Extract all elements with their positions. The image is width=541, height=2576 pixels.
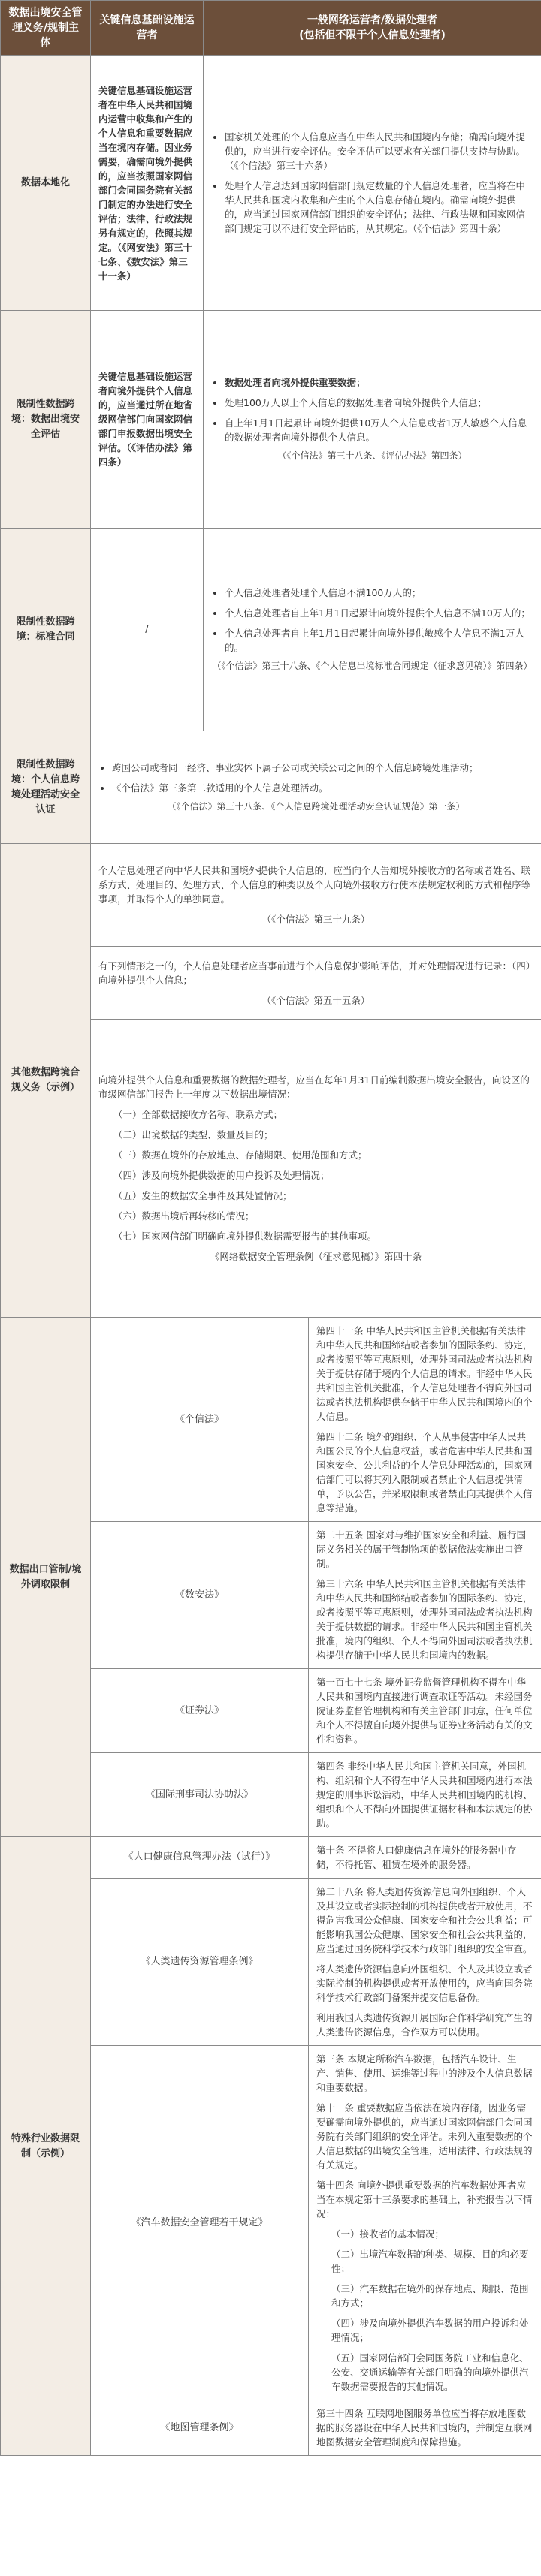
paragraph: 第四十一条 中华人民共和国主管机关根据有关法律和中华人民共和国缔结或者参加的国际条约、协定，或者按照平等互惠原则，处理外国司法或者执法机构关于提供存储于境内个人信息的请求。非经中华人民共和国主管机关批准，个人信息处理者不得向外国司法或者执法机构提供存储于中华人民共和国境内的个人信息。 <box>316 1325 533 1422</box>
row-merged-cell <box>91 731 541 844</box>
source-note: 《网络数据安全管理条例（征求意见稿）》第四十条 <box>210 1251 422 1262</box>
list-item: （四）涉及向境外提供数据的用户投诉及处理情况； <box>113 1170 330 1181</box>
list-item: • 数据处理者向境外提供重要数据； <box>225 375 533 390</box>
law-name: 《汽车数据安全管理若干规定》 <box>91 2046 309 2400</box>
paragraph: 第一百七十七条 境外证券监督管理机构不得在中华人民共和国境内直接进行调查取证等活动。未经国务院证券监督管理机构和有关主管部门同意，任何单位和个人不得擅自向境外提供与证券业务活动有关的文件和资料。 <box>316 1677 533 1745</box>
list-item: （一）全部数据接收方名称、联系方式； <box>113 1109 283 1120</box>
list-item: （七）国家网信部门明确向境外提供数据需要报告的其他事项。 <box>113 1231 377 1242</box>
row-right-cell <box>204 529 541 731</box>
row-left-text: / <box>91 529 204 731</box>
law-text <box>309 2400 541 2456</box>
list-item: （五）发生的数据安全事件及其处置情况； <box>113 1190 292 1201</box>
header-col1: 数据出境安全管理义务/规制主体 <box>1 1 91 56</box>
list-item: （三）汽车数据在境外的保存地点、期限、范围和方式； <box>331 2283 529 2309</box>
paragraph: 个人信息处理者向中华人民共和国境外提供个人信息的，应当向个人告知境外接收方的名称或者姓名、联系方式、处理目的、处理方式、个人信息的种类以及个人向境外接收方行使本法规定权利的方式和程序等事项，并取得个人的单独同意。 <box>98 865 531 905</box>
list-item: （四）涉及向境外提供汽车数据的用户投诉和处理情况； <box>331 2318 529 2343</box>
list-item: • 个人信息处理者处理个人信息不满100万人的； <box>225 586 533 600</box>
row-category: 数据本地化 <box>1 56 91 311</box>
paragraph: 向境外提供个人信息和重要数据的数据处理者，应当在每年1月31日前编制数据出境安全报告，向设区的市级网信部门报告上一年度以下数据出境情况： <box>98 1074 530 1100</box>
row-category: 特殊行业数据限制（示例） <box>1 1837 91 2456</box>
paragraph: 第二十八条 将人类遗传资源信息向外国组织、个人及其设立或者实际控制的机构提供或者开放使用，不得危害我国公众健康、国家安全和社会公共利益；可能影响我国公众健康、国家安全和社会公共利益的，应当通过国务院科学技术行政部门组织的安全审查。 <box>316 1886 533 1954</box>
paragraph: 第三条 本规定所称汽车数据，包括汽车设计、生产、销售、使用、运维等过程中的涉及个人信息数据和重要数据。 <box>316 2053 533 2093</box>
law-text <box>309 1318 541 1522</box>
row-category: 数据出口管制/境外调取限制 <box>1 1318 91 1837</box>
law-name: 《个信法》 <box>91 1318 309 1522</box>
row-left-text: 关键信息基础设施运营者向境外提供个人信息的，应当通过所在地省级网信部门向国家网信部门申报数据出境安全评估。（《评估办法》第四条） <box>91 311 204 529</box>
table-row <box>1 1837 541 1879</box>
source-note: （《个信法》第三十九条） <box>261 914 370 925</box>
source-note: （《个信法》第五十五条） <box>261 994 370 1006</box>
table-row <box>1 731 541 844</box>
law-name: 《数安法》 <box>91 1522 309 1669</box>
paragraph: 利用我国人类遗传资源开展国际合作科学研究产生的人类遗传资源信息，合作双方可以使用。 <box>316 2012 533 2038</box>
row-right-cell <box>204 56 541 311</box>
row-merged-cell <box>91 947 541 1020</box>
paragraph: 第三十六条 中华人民共和国主管机关根据有关法律和中华人民共和国缔结或者参加的国际条约、协定，或者按照平等互惠原则，处理外国司法或者执法机构关于提供数据的请求。非经中华人民共和国主管机关批准，境内的组织、个人不得向外国司法或者执法机构提供存储于中华人民共和国境内的数据。 <box>316 1578 533 1661</box>
law-text <box>309 1522 541 1669</box>
list-item: （二）出境汽车数据的种类、规模、目的和必要性； <box>331 2249 529 2274</box>
source-note: （《个信法》第三十八条、《评估办法》第四条） <box>277 450 467 461</box>
header-col3-title: 一般网络运营者/数据处理者 <box>307 14 438 26</box>
paragraph: 第二十五条 国家对与维护国家安全和利益、履行国际义务相关的属于管制物项的数据依法实施出口管制。 <box>316 1529 526 1569</box>
list-item: • 个人信息处理者自上年1月1日起累计向境外提供个人信息不满10万人的； <box>225 606 533 620</box>
header-col3 <box>204 1 541 56</box>
law-text <box>309 2046 541 2400</box>
law-text <box>309 1753 541 1837</box>
list-item: （一）接收者的基本情况； <box>331 2228 445 2240</box>
header-col3-subtitle: (包括但不限于个人信息处理者) <box>299 29 446 41</box>
table-row <box>1 1318 541 1522</box>
paragraph: 第十条 不得将人口健康信息在境外的服务器中存储，不得托管、租赁在境外的服务器。 <box>316 1845 517 1870</box>
law-name: 《地图管理条例》 <box>91 2400 309 2456</box>
list-item: • 处理100万人以上个人信息的数据处理者向境外提供个人信息； <box>225 396 533 410</box>
list-item: • 自上年1月1日起累计向境外提供10万人个人信息或者1万人敏感个人信息的数据处理者向境外提供个人信息。 <box>225 416 533 444</box>
paragraph: 第四条 非经中华人民共和国主管机关同意，外国机构、组织和个人不得在中华人民共和国境内进行本法规定的刑事诉讼活动，中华人民共和国境内的机构、组织和个人不得向外国提供证据材料和本法规定的协助。 <box>316 1761 533 1829</box>
law-text <box>309 1879 541 2046</box>
table-row <box>1 311 541 529</box>
law-name: 《人口健康信息管理办法（试行）》 <box>91 1837 309 1879</box>
row-merged-cell <box>91 844 541 947</box>
list-item: （五）国家网信部门会同国务院工业和信息化、公安、交通运输等有关部门明确的向境外提供汽车数据需要报告的其他情况。 <box>331 2352 529 2392</box>
paragraph: 第十一条 重要数据应当依法在境内存储，因业务需要确需向境外提供的，应当通过国家网信部门会同国务院有关部门组织的安全评估。未列入重要数据的个人信息数据的出境安全管理，适用法律、行政法规的有关规定。 <box>316 2102 533 2171</box>
paragraph: 将人类遗传资源信息向外国组织、个人及其设立或者实际控制的机构提供或者开放使用的，应当向国务院科学技术行政部门备案并提交信息备份。 <box>316 1963 533 2003</box>
source-note: （《个信法》第三十八条、《个人信息出境标准合同规定（征求意见稿）》第四条） <box>212 661 533 671</box>
law-name: 《人类遗传资源管理条例》 <box>91 1879 309 2046</box>
paragraph: 第三十四条 互联网地图服务单位应当将存放地图数据的服务器设在中华人民共和国境内，并制定互联网地图数据安全管理制度和保障措施。 <box>316 2408 533 2448</box>
source-note: （《个信法》第三十八条、《个人信息跨境处理活动安全认证规范》第一条） <box>167 801 465 812</box>
list-item: （三）数据在境外的存放地点、存储期限、使用范围和方式； <box>113 1149 367 1161</box>
row-category: 其他数据跨境合规义务（示例） <box>1 844 91 1318</box>
paragraph: 第四十二条 境外的组织、个人从事侵害中华人民共和国公民的个人信息权益，或者危害中华人民共和国国家安全、公共利益的个人信息处理活动的，国家网信部门可以将其列入限制或者禁止个人信息提供清单，予以公告，并采取限制或者禁止向其提供个人信息等措施。 <box>316 1431 533 1514</box>
list-item: • 个人信息处理者自上年1月1日起累计向境外提供敏感个人信息不满1万人的。 <box>225 626 533 655</box>
row-right-cell <box>204 311 541 529</box>
row-left-text: 关键信息基础设施运营者在中华人民共和国境内运营中收集和产生的个人信息和重要数据应当在境内存储。因业务需要，确需向境外提供的，应当按照国家网信部门会同国务院有关部门制定的办法进行安全评估；法律、行政法规另有规定的，依照其规定。（《网安法》第三十七条、《数安法》第三十一条） <box>91 56 204 311</box>
row-category: 限制性数据跨境：数据出境安全评估 <box>1 311 91 529</box>
header-col2: 关键信息基础设施运营者 <box>91 1 204 56</box>
list-item: • 处理个人信息达到国家网信部门规定数量的个人信息处理者，应当将在中华人民共和国境内收集和产生的个人信息存储在境内。确需向境外提供的，应当通过国家网信部门组织的安全评估；法律、行政法规和国家网信部门规定可以不进行安全评估的，从其规定。（《个信法》第四十条） <box>225 179 533 236</box>
list-item: • 跨国公司或者同一经济、事业实体下属子公司或关联公司之间的个人信息跨境处理活动； <box>112 761 533 775</box>
paragraph: 有下列情形之一的，个人信息处理者应当事前进行个人信息保护影响评估，并对处理情况进行记录：（四）向境外提供个人信息； <box>98 960 531 986</box>
list-item: （六）数据出境后再转移的情况； <box>113 1210 255 1222</box>
table-row <box>1 844 541 947</box>
table-header-row <box>1 1 541 56</box>
row-merged-cell <box>91 1020 541 1318</box>
law-name: 《证券法》 <box>91 1669 309 1753</box>
row-category: 限制性数据跨境：标准合同 <box>1 529 91 731</box>
law-text <box>309 1669 541 1753</box>
table-row <box>1 529 541 731</box>
law-name: 《国际刑事司法协助法》 <box>91 1753 309 1837</box>
paragraph: 第十四条 向境外提供重要数据的汽车数据处理者应当在本规定第十三条要求的基础上，补充报告以下情况： <box>316 2180 533 2219</box>
list-item: • 国家机关处理的个人信息应当在中华人民共和国境内存储；确需向境外提供的，应当进行安全评估。安全评估可以要求有关部门提供支持与协助。（《个信法》第三十六条） <box>225 130 533 173</box>
list-item: （二）出境数据的类型、数量及目的； <box>113 1129 274 1140</box>
list-item: • 《个信法》第三条第二款适用的个人信息处理活动。 <box>112 781 533 795</box>
law-text <box>309 1837 541 1879</box>
table-row <box>1 56 541 311</box>
row-category: 限制性数据跨境：个人信息跨境处理活动安全认证 <box>1 731 91 844</box>
